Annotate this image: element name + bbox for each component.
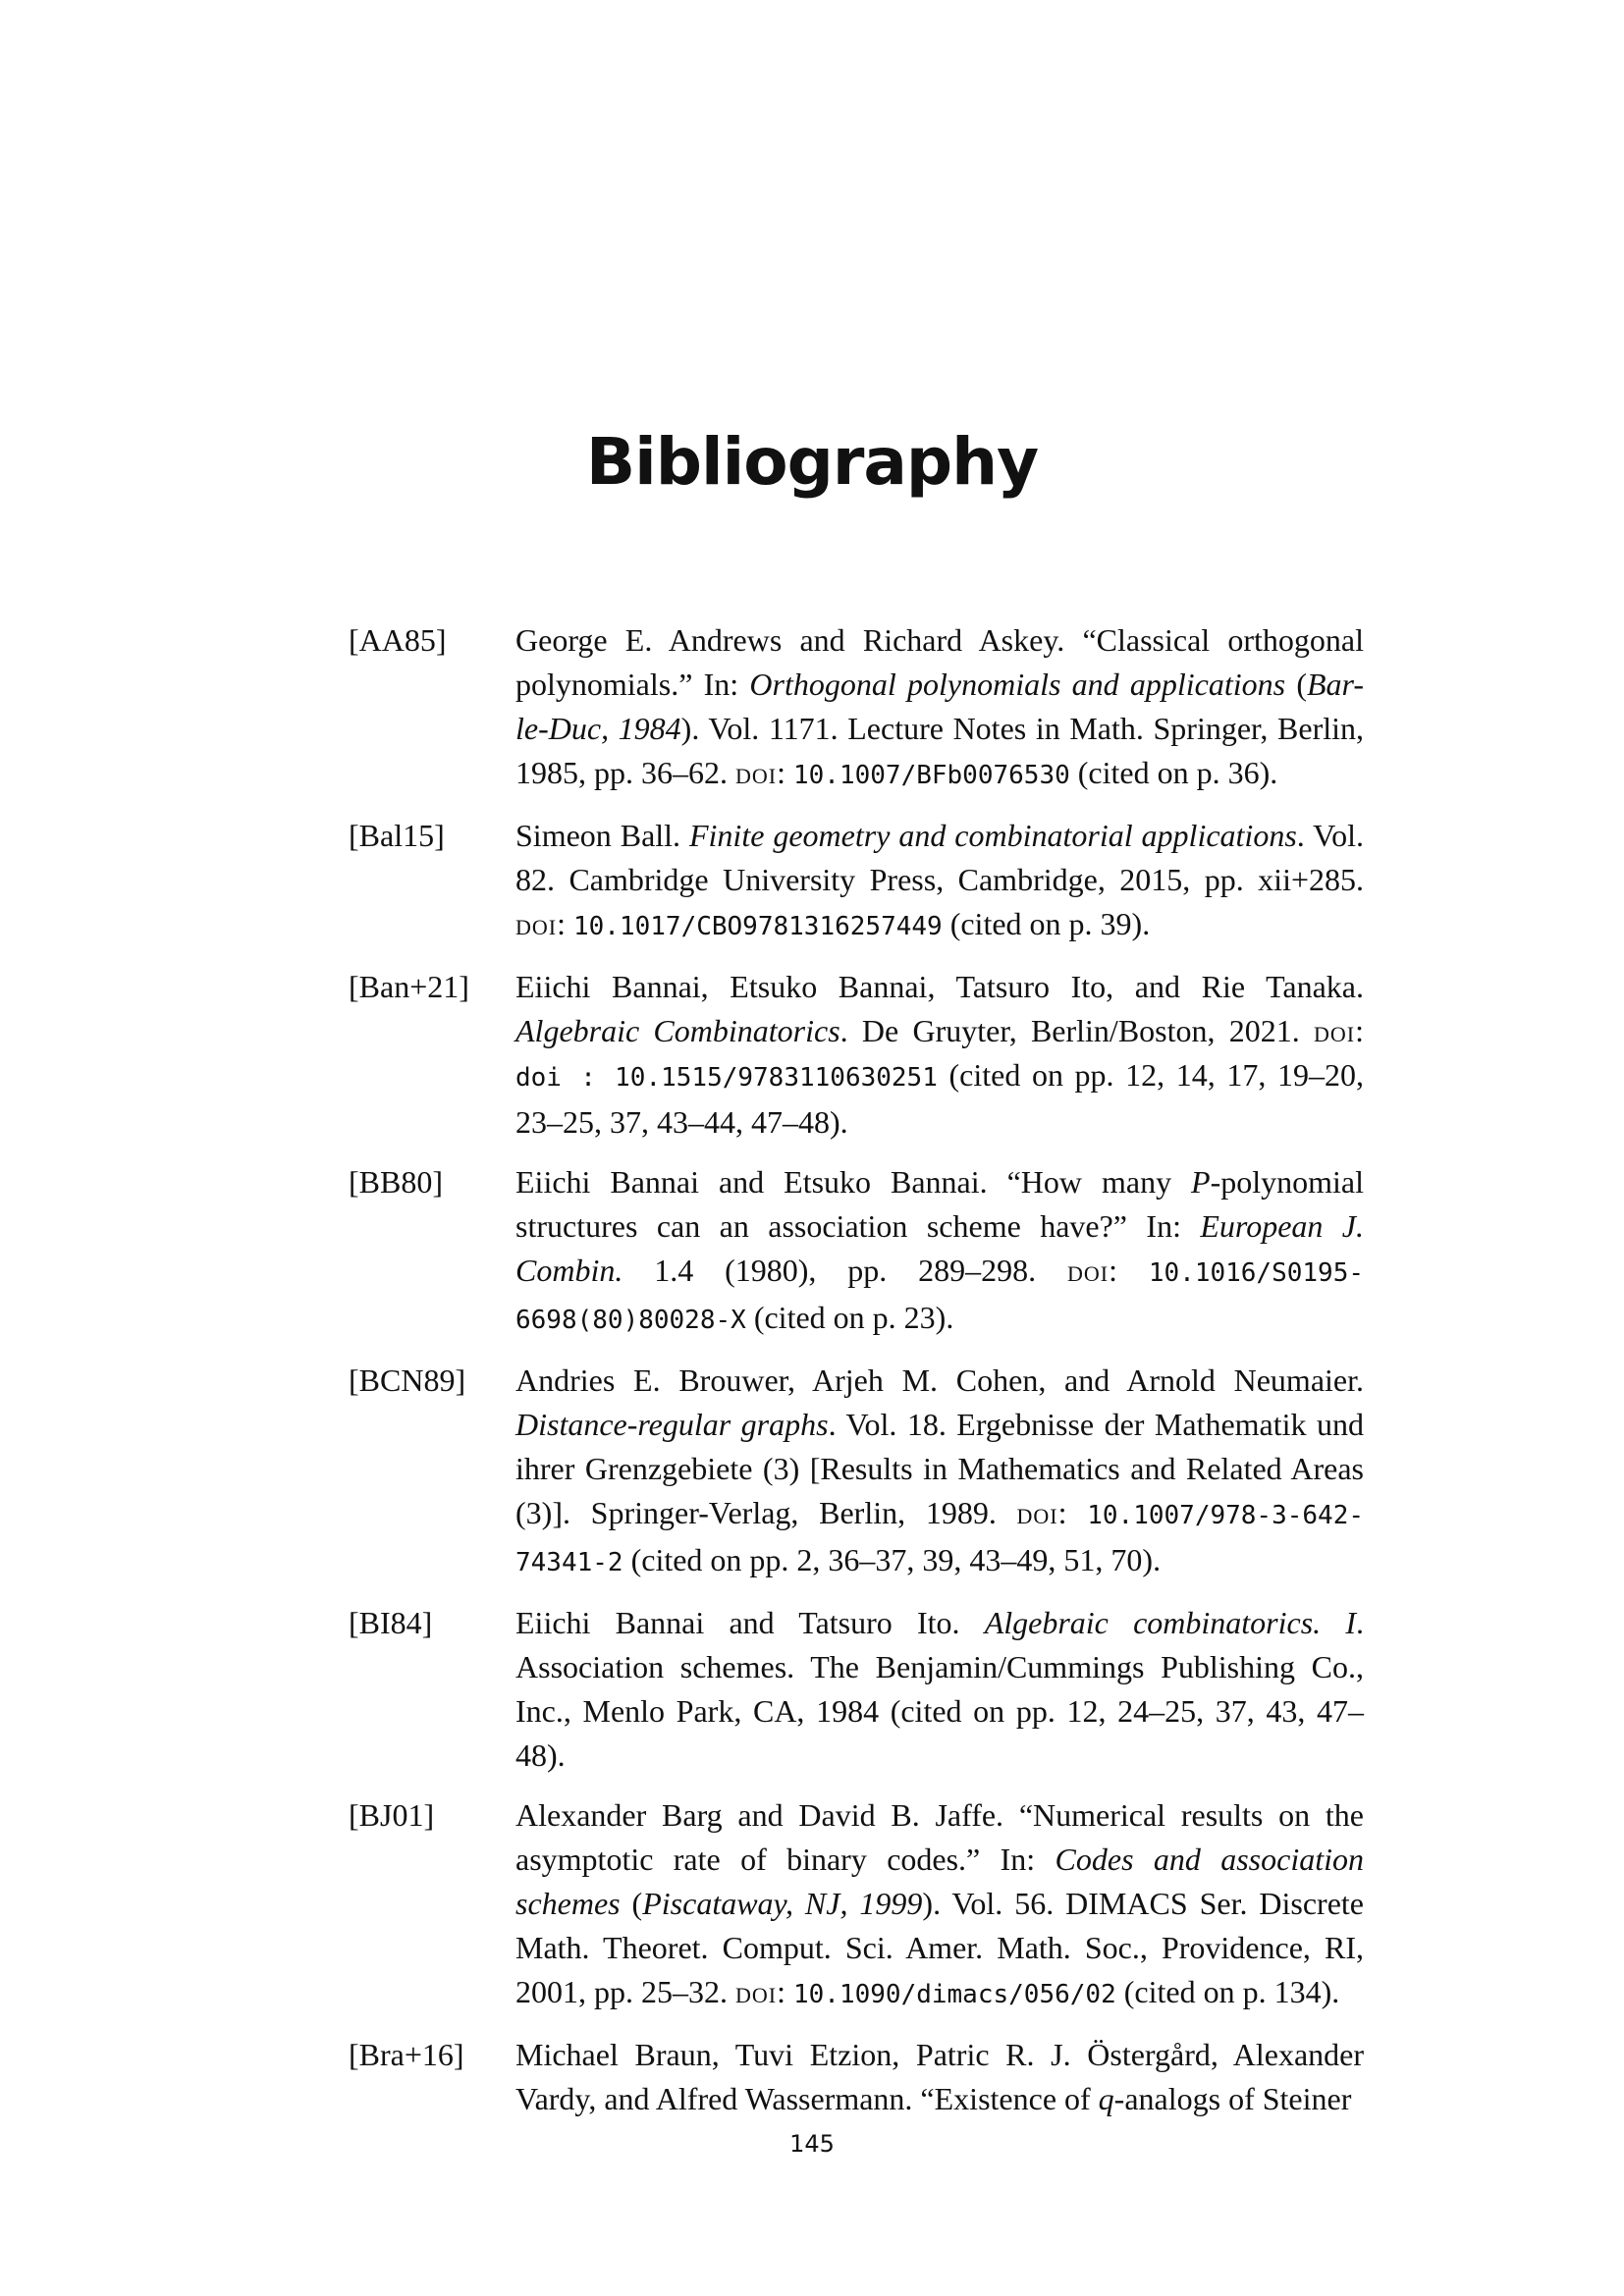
reference-segment: ). Vol. 56. DIMACS Ser. Discrete Math. Theoret. Comput. Sci. Amer. Math. Soc., Providence, RI, 2001, pp. 25–32. <box>515 1886 1365 2009</box>
reference-segment: : <box>1109 1253 1149 1288</box>
reference-segment: (cited on p. 134). <box>1115 1974 1340 2009</box>
citation-key: [Ban+21] <box>349 969 469 1004</box>
italic-title: P <box>1191 1164 1211 1200</box>
reference-segment: . Vol. 18. Ergebnisse der Mathematik und ihrer Grenzgebiete (3) [Results in Mathematics and Related Areas (3)]. Springer-Verlag, Berlin, 1989. <box>515 1407 1365 1530</box>
reference-segment: . Association schemes. The Benjamin/Cummings Publishing Co., Inc., Menlo Park, CA, 1984 (cited on pp. 12, 24–25, 37, 43, 47–48). <box>515 1605 1364 1773</box>
reference-segment: Eiichi Bannai and Etsuko Bannai. “How many <box>515 1164 1192 1200</box>
doi-label: doi <box>515 906 558 941</box>
reference-segment: (cited on p. 36). <box>1069 755 1278 790</box>
citation-key: [BCN89] <box>349 1362 466 1398</box>
reference-segment: (cited on pp. 2, 36–37, 39, 43–49, 51, 70). <box>623 1542 1162 1577</box>
bibliography-entry <box>349 1793 1364 2017</box>
reference-segment: : <box>557 906 573 941</box>
reference-segment: (cited on p. 39). <box>942 906 1151 941</box>
citation-key: [Bra+16] <box>349 2037 464 2072</box>
italic-title: Bar-le-Duc, 1984 <box>515 667 1365 746</box>
reference-segment: Andries E. Brouwer, Arjeh M. Cohen, and Arnold Neumaier. <box>515 1362 1364 1398</box>
doi-label: doi <box>1066 1253 1110 1288</box>
reference-text <box>515 965 1364 1145</box>
doi-label: doi <box>1016 1495 1058 1530</box>
bibliography-entry <box>349 1160 1364 1343</box>
bibliography-entry <box>349 618 1364 798</box>
bibliography-entry <box>349 1359 1364 1585</box>
page-number: 145 <box>789 2130 835 2158</box>
reference-segment: Simeon Ball. <box>515 818 689 853</box>
citation-key: [BJ01] <box>349 1797 435 1833</box>
reference-text <box>515 1160 1364 1343</box>
bibliography-entry <box>349 814 1364 949</box>
page-title: Bibliography <box>585 424 1039 500</box>
doi-link[interactable]: 10.1090/dimacs/056/02 <box>793 1980 1116 2009</box>
citation-key: [Bal15] <box>349 818 445 853</box>
italic-title: Piscataway, NJ, 1999 <box>642 1886 923 1921</box>
italic-title: European J. Combin. <box>515 1208 1365 1288</box>
reference-segment: Alexander Barg and David B. Jaffe. “Numerical results on the asymptotic rate of binary codes.” In: <box>515 1797 1364 1877</box>
bibliography-entry <box>349 1601 1364 1778</box>
reference-text <box>515 2033 1364 2121</box>
reference-segment: . Vol. 82. Cambridge University Press, Cambridge, 2015, pp. xii+285. <box>515 818 1364 897</box>
doi-link[interactable]: 10.1017/CBO9781316257449 <box>573 912 943 941</box>
reference-segment: -analogs of Steiner <box>1113 2081 1352 2116</box>
reference-segment: 1.4 (1980), pp. 289–298. <box>623 1253 1067 1288</box>
citation-key: [BI84] <box>349 1605 433 1640</box>
reference-segment: : <box>1057 1495 1088 1530</box>
bibliography-entry <box>349 2033 1364 2121</box>
citation-key: [AA85] <box>349 622 447 658</box>
italic-title: Codes and association schemes <box>515 1842 1365 1921</box>
italic-title: Algebraic combinatorics. I <box>984 1605 1356 1640</box>
doi-label: doi <box>1314 1013 1356 1048</box>
reference-segment: George E. Andrews and Richard Askey. “Classical orthogonal polynomials.” In: <box>515 622 1364 702</box>
reference-text <box>515 618 1364 798</box>
reference-text <box>515 814 1364 949</box>
doi-link[interactable]: 10.1007/BFb0076530 <box>793 761 1070 790</box>
reference-segment: Eiichi Bannai, Etsuko Bannai, Tatsuro Ito, and Rie Tanaka. <box>515 969 1364 1004</box>
bibliography-entry <box>349 965 1364 1145</box>
reference-segment: : <box>777 1974 793 2009</box>
reference-segment: : <box>777 755 793 790</box>
reference-segment: (cited on p. 23). <box>745 1300 954 1335</box>
reference-segment: . De Gruyter, Berlin/Boston, 2021. <box>839 1013 1315 1048</box>
doi-link[interactable]: 10.1016/S0195-6698(80)80028-X <box>515 1258 1365 1335</box>
reference-segment: Eiichi Bannai and Tatsuro Ito. <box>515 1605 985 1640</box>
bibliography-list <box>349 618 1364 2137</box>
reference-segment: ( <box>620 1886 643 1921</box>
reference-segment: -polynomial structures can an association scheme have?” In: <box>515 1164 1364 1244</box>
reference-text <box>515 1601 1364 1778</box>
italic-title: Finite geometry and combinatorial applications <box>688 818 1297 853</box>
doi-label: doi <box>735 755 778 790</box>
reference-text <box>515 1359 1364 1585</box>
citation-key: [BB80] <box>349 1164 443 1200</box>
doi-link[interactable]: 10.1007/978-3-642-74341-2 <box>515 1501 1365 1577</box>
reference-segment: ). Vol. 1171. Lecture Notes in Math. Springer, Berlin, 1985, pp. 36–62. <box>515 711 1365 790</box>
italic-title: Distance-regular graphs <box>515 1407 829 1442</box>
italic-title: Algebraic Combinatorics <box>515 1013 840 1048</box>
reference-segment: ( <box>1285 667 1307 702</box>
reference-text <box>515 1793 1364 2017</box>
reference-segment: (cited on pp. 12, 14, 17, 19–20, 23–25, 37, 43–44, 47–48). <box>515 1057 1365 1140</box>
reference-segment: Michael Braun, Tuvi Etzion, Patric R. J. Östergård, Alexander Vardy, and Alfred Wassermann. “Existence of <box>515 2037 1364 2116</box>
doi-label: doi <box>735 1974 778 2009</box>
italic-title: Orthogonal polynomials and applications <box>749 667 1286 702</box>
reference-segment: : <box>1355 1013 1365 1048</box>
doi-link[interactable]: doi : 10.1515/9783110630251 <box>515 1063 938 1093</box>
italic-title: q <box>1098 2081 1114 2116</box>
